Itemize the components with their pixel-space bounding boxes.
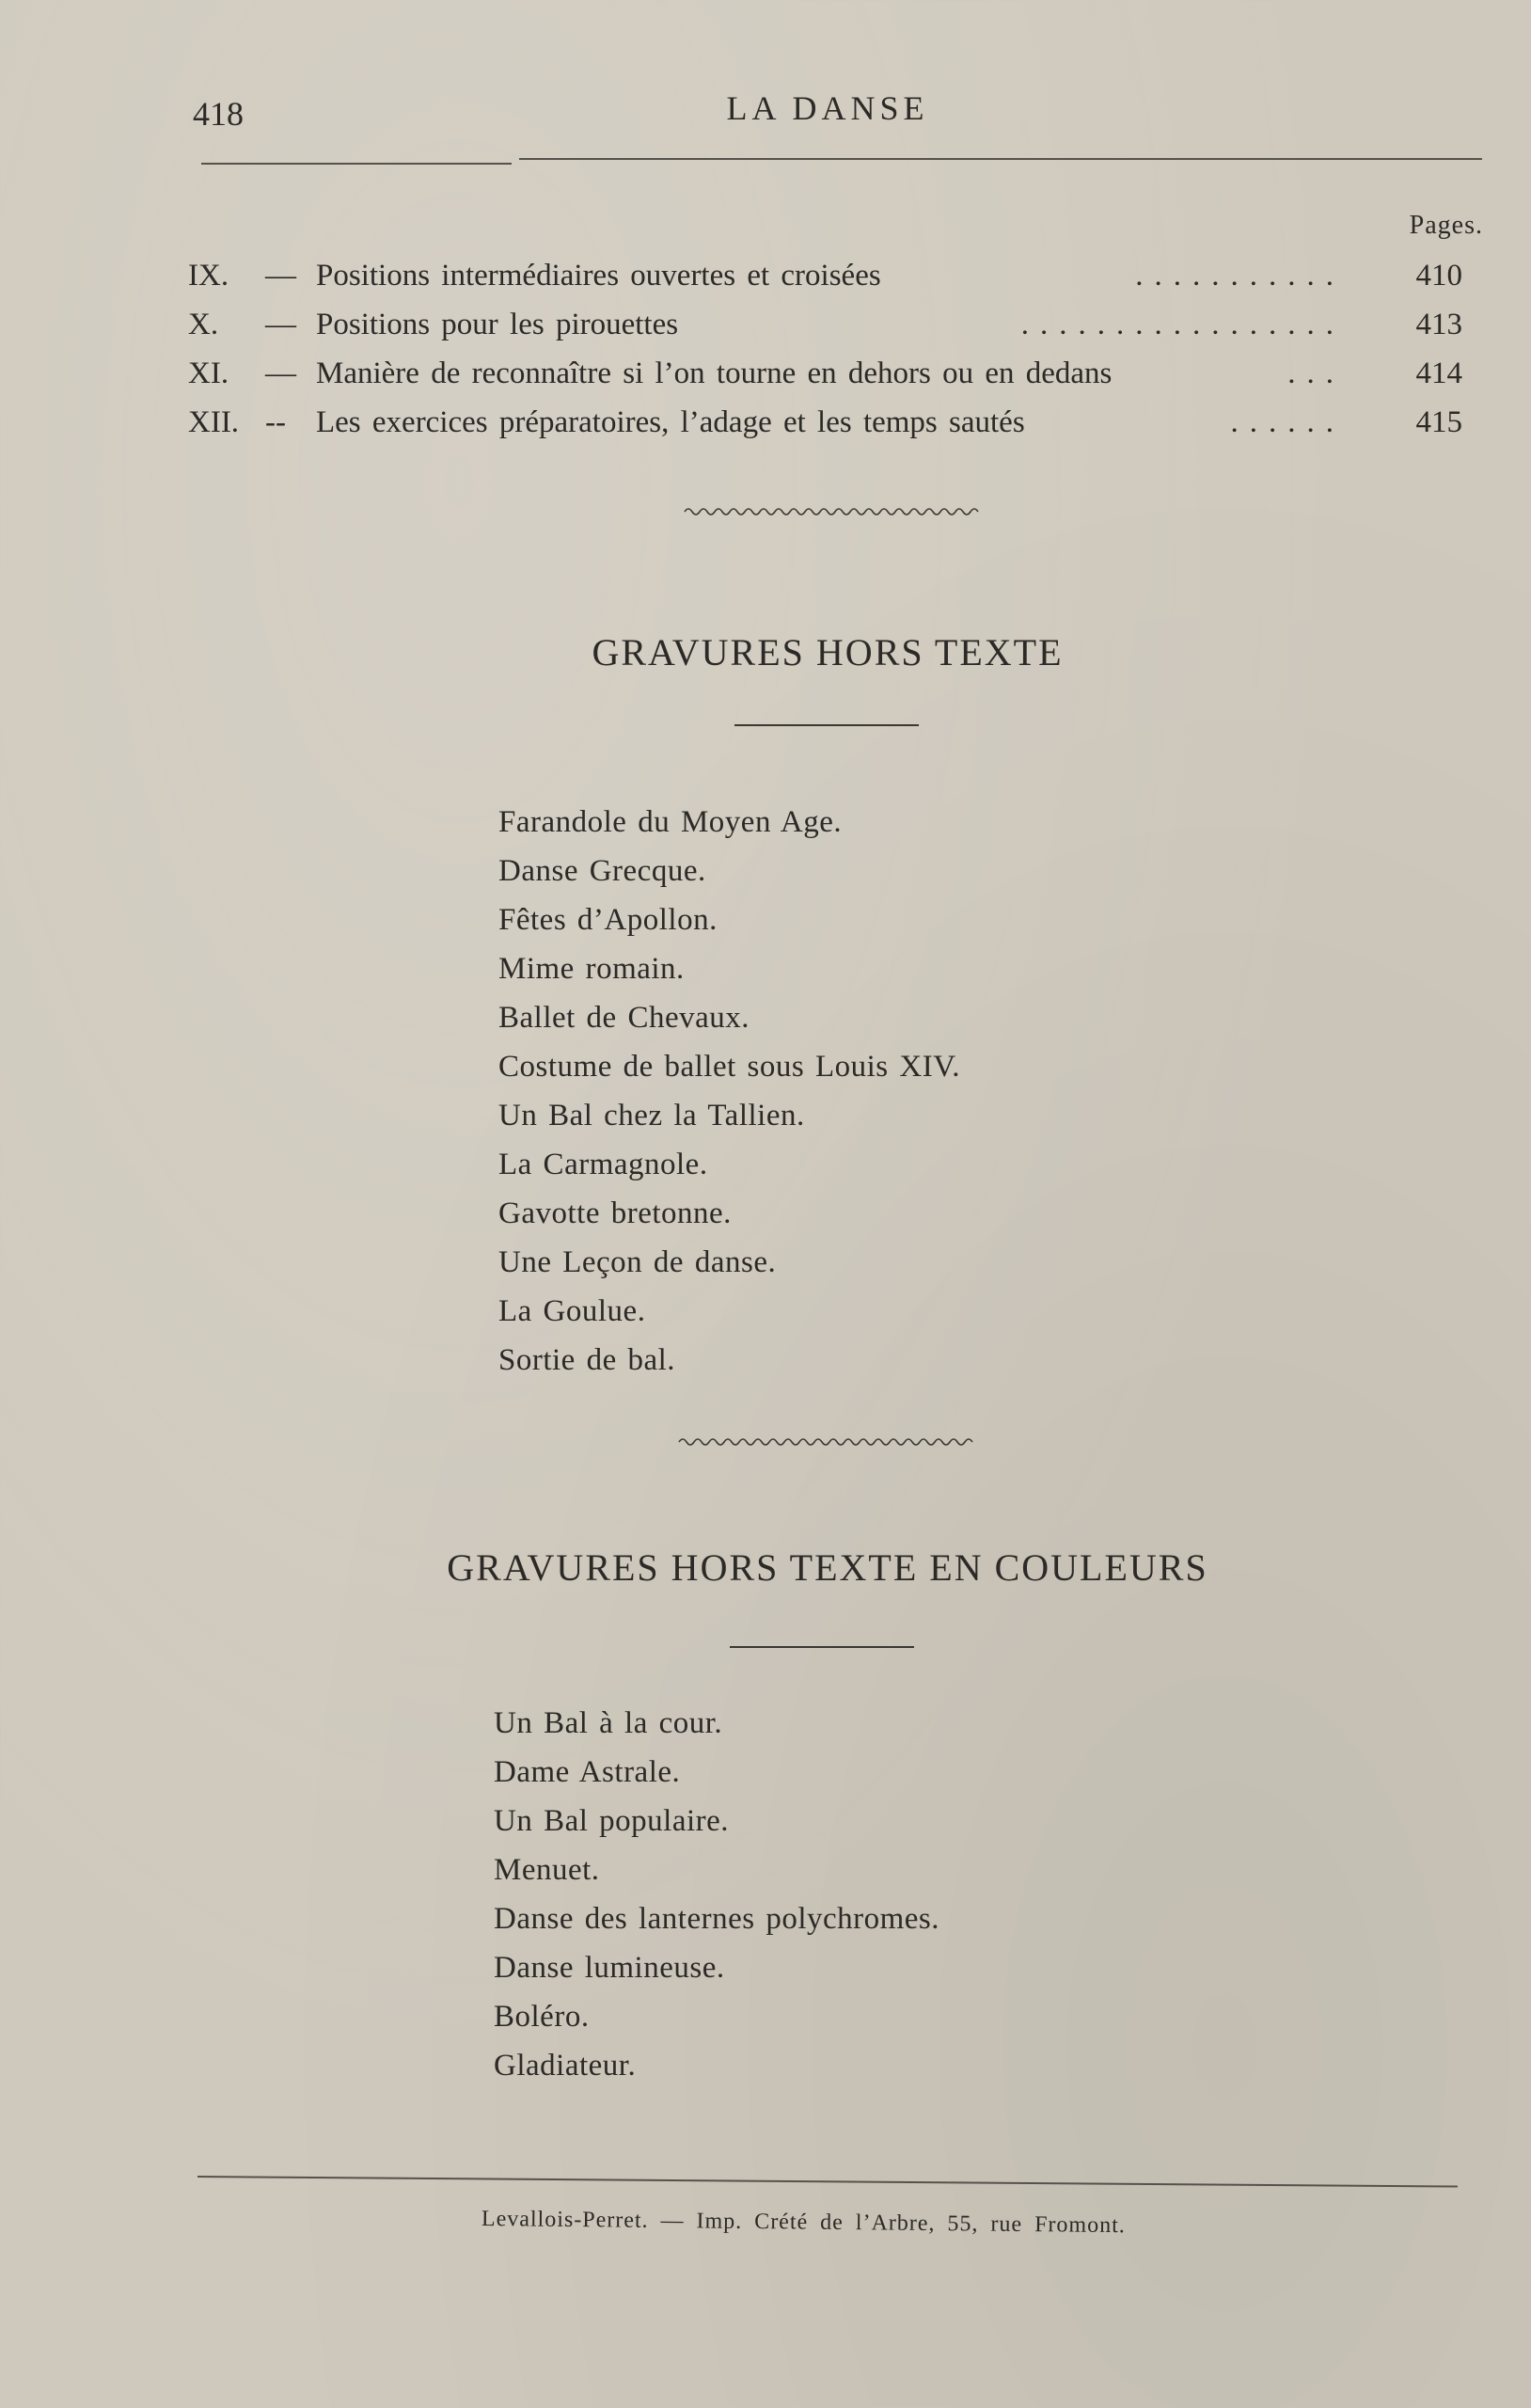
color-plate-item: Danse lumineuse. xyxy=(494,1951,725,1985)
header-rule-right xyxy=(519,158,1482,160)
plate-item: Danse Grecque. xyxy=(498,854,706,888)
header-rule-left xyxy=(201,163,512,165)
plate-item: Gavotte bretonne. xyxy=(498,1196,732,1230)
toc-row-leader: ... xyxy=(1287,356,1345,390)
plate-item: La Carmagnole. xyxy=(498,1148,708,1181)
toc-row-page: 410 xyxy=(1415,259,1462,293)
toc-row-leader: ...... xyxy=(1230,405,1345,439)
ornament-divider xyxy=(677,1434,978,1450)
color-plates-heading: GRAVURES HORS TEXTE EN COULEURS xyxy=(447,1546,1208,1589)
toc-row-number: X. xyxy=(188,308,219,341)
color-plate-item: Gladiateur. xyxy=(494,2049,637,2083)
toc-row xyxy=(188,308,1472,355)
toc-row xyxy=(188,405,1472,452)
color-plate-item: Dame Astrale. xyxy=(494,1755,681,1789)
toc-row-number: IX. xyxy=(188,259,229,293)
toc-row-title: Positions intermédiaires ouvertes et croisées xyxy=(316,259,881,293)
toc-row-number: XII. xyxy=(188,405,240,439)
toc-row-leader: ................. xyxy=(1020,308,1345,341)
plates-heading: GRAVURES HORS TEXTE xyxy=(592,631,1064,673)
toc-row-page: 415 xyxy=(1415,405,1462,439)
running-title: LA DANSE xyxy=(726,89,929,127)
toc-row xyxy=(188,356,1472,404)
color-plate-item: Menuet. xyxy=(494,1853,600,1887)
plates-list xyxy=(498,798,960,1385)
toc-row-leader: ........... xyxy=(1135,259,1345,293)
toc-row-title: Positions pour les pirouettes xyxy=(316,308,679,341)
color-plate-item: Boléro. xyxy=(494,2000,590,2034)
plate-item: Farandole du Moyen Age. xyxy=(498,805,843,839)
pages-column-label: Pages. xyxy=(1409,211,1483,240)
toc-row-page: 413 xyxy=(1415,308,1462,341)
plate-item: Costume de ballet sous Louis XIV. xyxy=(498,1050,961,1084)
color-plates-list xyxy=(494,1699,939,2090)
footer-rule xyxy=(197,2176,1458,2188)
color-plate-item: Un Bal à la cour. xyxy=(494,1706,723,1740)
plate-item: La Goulue. xyxy=(498,1294,646,1328)
color-plates-heading-rule xyxy=(730,1646,914,1648)
toc-row-page: 414 xyxy=(1415,356,1462,390)
plate-item: Un Bal chez la Tallien. xyxy=(498,1099,805,1133)
toc-row-dash: -- xyxy=(265,405,286,439)
plate-item: Mime romain. xyxy=(498,952,685,986)
plates-heading-rule xyxy=(734,724,919,726)
page-number: 418 xyxy=(193,95,244,133)
plate-item: Ballet de Chevaux. xyxy=(498,1001,750,1035)
toc-row-title: Manière de reconnaître si l’on tourne en dehors ou en dedans xyxy=(316,356,1113,390)
toc-row-dash: — xyxy=(265,356,296,390)
toc-row-title: Les exercices préparatoires, l’adage et les temps sautés xyxy=(316,405,1025,439)
toc-row-number: XI. xyxy=(188,356,229,390)
toc-row-dash: — xyxy=(265,308,296,341)
toc-row xyxy=(188,259,1472,306)
plate-item: Une Leçon de danse. xyxy=(498,1245,777,1279)
color-plate-item: Danse des lanternes polychromes. xyxy=(494,1902,940,1936)
ornament-divider xyxy=(683,504,984,519)
toc-row-dash: — xyxy=(265,259,296,293)
color-plate-item: Un Bal populaire. xyxy=(494,1804,730,1838)
printer-imprint: Levallois-Perret. — Imp. Crété de l’Arbre, 55, rue Fromont. xyxy=(481,2207,1126,2239)
plate-item: Sortie de bal. xyxy=(498,1343,676,1377)
plate-item: Fêtes d’Apollon. xyxy=(498,903,718,937)
